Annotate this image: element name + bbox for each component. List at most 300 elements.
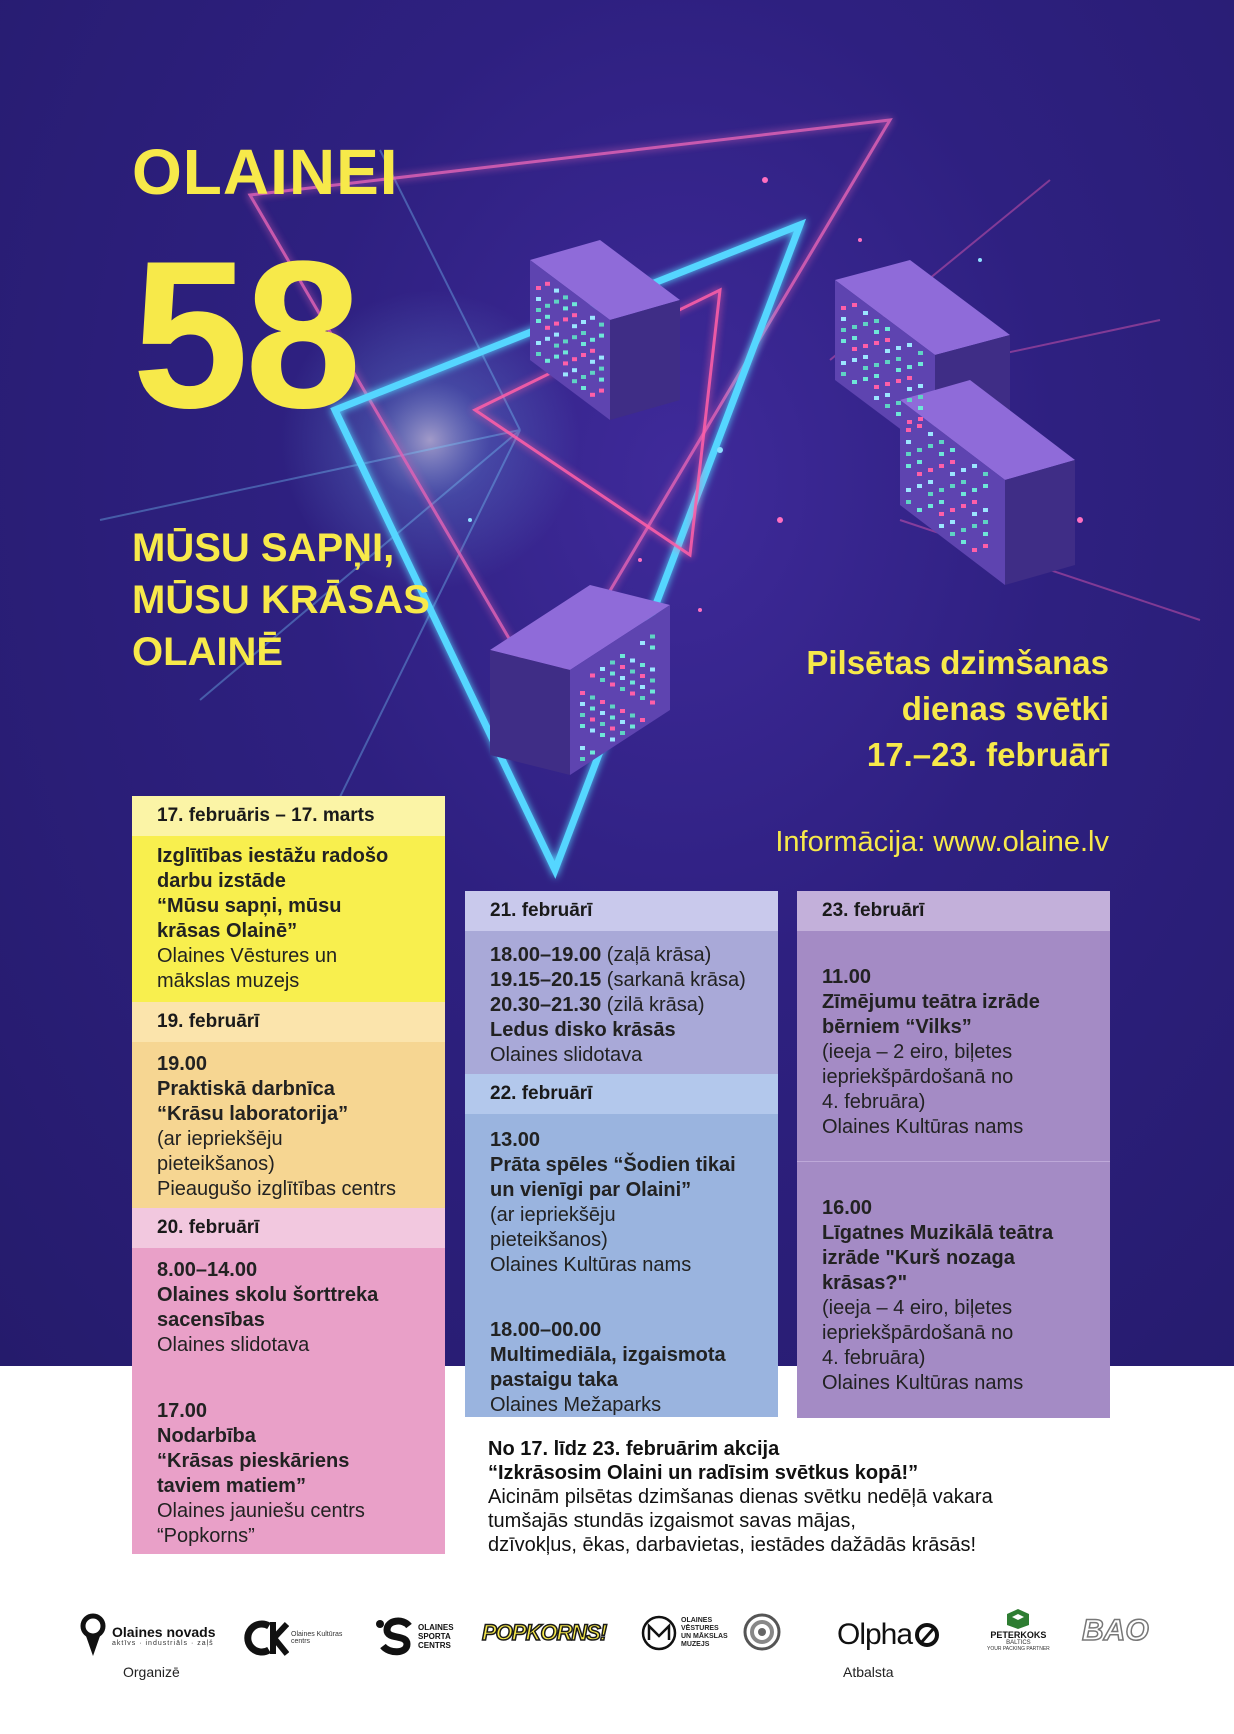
window-light [950, 448, 955, 452]
window-light [610, 738, 615, 742]
window-light [620, 731, 625, 735]
schedule-column-1 [132, 796, 445, 1554]
event-title: Izglītības iestāžu radošo [157, 845, 389, 867]
event-title: sacensības [157, 1309, 265, 1331]
window-light [590, 718, 595, 722]
logo-line: VĒSTURES [681, 1625, 719, 1632]
logo-popkorns [482, 1620, 606, 1646]
event-card [465, 1114, 778, 1417]
event-title: Zīmējumu teātra izrāde [822, 991, 1040, 1013]
window-light [961, 480, 966, 484]
window-light [896, 357, 901, 361]
window-light [590, 674, 595, 678]
window-light [554, 333, 559, 337]
window-light [620, 676, 625, 680]
window-light [983, 544, 988, 548]
window-light [640, 718, 645, 722]
time-slot [490, 968, 753, 993]
window-light [841, 372, 846, 376]
event-title: taviem matiem” [157, 1475, 306, 1497]
window-light [630, 692, 635, 696]
window-light [580, 691, 585, 695]
window-light [907, 387, 912, 391]
window-light [950, 472, 955, 476]
event-time: 20.30–21.30 [490, 994, 602, 1016]
event-note: pieteikšanos) [157, 1153, 275, 1175]
logo-line: MUZEJS [681, 1641, 710, 1648]
window-light [600, 722, 605, 726]
window-light [917, 472, 922, 476]
logo-line: OLAINES [681, 1617, 713, 1624]
window-light [874, 396, 879, 400]
window-light [896, 401, 901, 405]
window-light [590, 316, 595, 320]
logo-olpha [837, 1618, 940, 1652]
logo-text: Olaines novads [112, 1623, 216, 1640]
logo-olaines-novads [78, 1612, 215, 1658]
event-title: krāsas?" [822, 1272, 908, 1294]
logo-tagline: aktīvs · industriāls · zaļš [112, 1639, 214, 1647]
action-title: No 17. līdz 23. februārim akcija [488, 1438, 780, 1460]
event-note: 4. februāra) [822, 1091, 926, 1113]
window-light [983, 472, 988, 476]
logo-peterkoks [987, 1608, 1050, 1652]
event-title: bērniem “Vilks” [822, 1016, 972, 1038]
window-light [650, 679, 655, 683]
window-light [590, 360, 595, 364]
window-light [599, 367, 604, 371]
window-light [563, 350, 568, 354]
supporter-label: Atbalsta [843, 1664, 894, 1680]
slogan-line: MŪSU SAPŅI, [132, 526, 395, 570]
window-light [630, 670, 635, 674]
logo-tagline: Olaines Kultūras centrs [291, 1631, 343, 1645]
event-title: Ledus disko krāsās [490, 1019, 676, 1041]
window-light [885, 360, 890, 364]
window-light [545, 304, 550, 308]
window-light [983, 508, 988, 512]
window-light [918, 406, 923, 410]
box-mark-icon [1006, 1608, 1030, 1630]
window-light [580, 713, 585, 717]
window-light [572, 379, 577, 383]
title-olainei: OLAINEI [132, 136, 399, 208]
window-light [590, 338, 595, 342]
window-light [972, 512, 977, 516]
window-light [545, 359, 550, 363]
window-light [580, 724, 585, 728]
logo-sporta-centrs [375, 1616, 454, 1656]
window-light [983, 520, 988, 524]
window-light [610, 705, 615, 709]
window-light [590, 707, 595, 711]
window-light [650, 668, 655, 672]
window-light [863, 344, 868, 348]
window-light [918, 417, 923, 421]
window-light [563, 339, 568, 343]
window-light [554, 355, 559, 359]
logo-text [418, 1623, 454, 1650]
event-title: izrāde "Kurš nozaga [822, 1247, 1015, 1269]
window-light [572, 302, 577, 306]
event-time: 11.00 [822, 966, 871, 988]
event-note: iepriekšpārdošanā no [822, 1066, 1014, 1088]
date-header: 20. februārī [132, 1208, 445, 1248]
date-header: 17. februāris – 17. marts [132, 796, 445, 836]
window-light [630, 659, 635, 663]
round-emblem-icon [742, 1612, 782, 1652]
event-place: Olaines slidotava [490, 1044, 643, 1066]
window-light [939, 512, 944, 516]
logo-text [681, 1617, 728, 1649]
logo-line: OLAINES [418, 1622, 454, 1632]
event-time: 19.15–20.15 [490, 969, 602, 991]
window-light [939, 440, 944, 444]
event-title: “Krāsu laboratorija” [157, 1103, 349, 1125]
time-slot [490, 993, 753, 1018]
event-time: 17.00 [157, 1400, 208, 1422]
action-title: “Izkrāsosim Olaini un radīsim svētkus kopā!” [488, 1462, 919, 1484]
window-light [620, 654, 625, 658]
logo-strip [0, 1600, 1234, 1710]
window-light [536, 341, 541, 345]
window-light [928, 504, 933, 508]
event-title: pastaigu taka [490, 1369, 618, 1391]
window-light [907, 420, 912, 424]
window-light [841, 317, 846, 321]
window-light [917, 424, 922, 428]
window-light [874, 374, 879, 378]
logo-olaines-kulturas-centrs [243, 1618, 347, 1658]
window-light [972, 524, 977, 528]
action-text: dzīvokļus, ēkas, darbavietas, iestādes dažādās krāsās! [488, 1534, 977, 1556]
window-light [906, 428, 911, 432]
window-light [863, 377, 868, 381]
event-time: 18.00–19.00 [490, 944, 602, 966]
window-light [907, 376, 912, 380]
window-light [554, 344, 559, 348]
window-light [590, 751, 595, 755]
window-light [610, 672, 615, 676]
window-light [906, 440, 911, 444]
window-light [961, 468, 966, 472]
window-light [536, 352, 541, 356]
logo-text: POPKORNS! [482, 1620, 607, 1645]
window-light [580, 757, 585, 761]
window-light [554, 322, 559, 326]
window-light [917, 508, 922, 512]
logo-line: CENTRS [418, 1640, 451, 1650]
event-card [797, 1162, 1110, 1418]
window-light [650, 646, 655, 650]
window-light [950, 484, 955, 488]
window-light [939, 464, 944, 468]
festival-title [806, 640, 1109, 778]
window-light [620, 709, 625, 713]
event-place: Olaines slidotava [157, 1334, 310, 1356]
logo-text: BAO [1082, 1614, 1149, 1647]
window-light [580, 746, 585, 750]
window-light [599, 378, 604, 382]
window-light [907, 398, 912, 402]
event-title: “Krāsas pieskāriens [157, 1450, 350, 1472]
event-title: Multimediāla, izgaismota [490, 1344, 726, 1366]
event-time: 19.00 [157, 1053, 208, 1075]
window-light [918, 395, 923, 399]
window-light [885, 349, 890, 353]
window-light [563, 317, 568, 321]
time-slot [490, 943, 753, 968]
window-light [928, 468, 933, 472]
window-light [885, 338, 890, 342]
window-light [841, 339, 846, 343]
date-header: 21. februārī [465, 891, 778, 931]
event-place: Olaines Mežaparks [490, 1394, 662, 1416]
window-light [939, 452, 944, 456]
event-time: 8.00–14.00 [157, 1259, 258, 1281]
window-light [545, 315, 550, 319]
window-light [610, 683, 615, 687]
window-light [620, 665, 625, 669]
window-light [600, 678, 605, 682]
window-light [640, 685, 645, 689]
event-title: un vienīgi par Olaini” [490, 1179, 692, 1201]
window-light [554, 300, 559, 304]
window-light [610, 661, 615, 665]
window-light [961, 504, 966, 508]
olpha-mark-icon [914, 1622, 940, 1648]
schedule-column-3 [797, 891, 1110, 1418]
festival-line: dienas svētki [901, 690, 1109, 727]
window-light [896, 412, 901, 416]
window-light [863, 355, 868, 359]
window-light [918, 351, 923, 355]
event-place: Olaines jauniešu centrs [157, 1500, 365, 1522]
slogan-line: OLAINĒ [132, 630, 284, 674]
event-note: (ar iepriekšēju [157, 1128, 283, 1150]
window-light [630, 681, 635, 685]
window-light [939, 524, 944, 528]
logo-tagline: YOUR PACKING PARTNER [987, 1646, 1050, 1652]
window-light [917, 460, 922, 464]
window-light [863, 366, 868, 370]
window-light [630, 714, 635, 718]
logo-line: UN MĀKSLAS [681, 1633, 728, 1640]
window-light [610, 727, 615, 731]
window-light [906, 464, 911, 468]
window-light [581, 320, 586, 324]
window-light [581, 375, 586, 379]
window-light [961, 492, 966, 496]
action-announcement [488, 1437, 1128, 1557]
event-title: krāsas Olainē” [157, 920, 298, 942]
window-light [874, 385, 879, 389]
window-light [885, 393, 890, 397]
organizer-label: Organizē [123, 1664, 180, 1680]
window-light [640, 674, 645, 678]
window-light [620, 687, 625, 691]
window-light [841, 361, 846, 365]
window-light [885, 382, 890, 386]
window-light [928, 492, 933, 496]
window-light [896, 346, 901, 350]
logo-text: PETERKOKS [990, 1630, 1047, 1640]
window-light [590, 349, 595, 353]
event-card [797, 931, 1110, 1162]
window-light [536, 286, 541, 290]
window-light [906, 452, 911, 456]
event-title: Olaines skolu šorttreka [157, 1284, 379, 1306]
event-title: darbu izstāde [157, 870, 286, 892]
window-light [650, 635, 655, 639]
window-light [640, 696, 645, 700]
window-light [906, 488, 911, 492]
building-3 [900, 380, 1075, 585]
window-light [599, 323, 604, 327]
window-light [885, 327, 890, 331]
window-light [852, 336, 857, 340]
window-light [581, 386, 586, 390]
window-light [590, 729, 595, 733]
event-time: 18.00–00.00 [490, 1319, 602, 1341]
event-time: 16.00 [822, 1197, 873, 1219]
window-light [972, 548, 977, 552]
window-light [896, 379, 901, 383]
logo-round-emblem [742, 1612, 782, 1652]
window-light [950, 532, 955, 536]
window-light [590, 371, 595, 375]
window-light [852, 303, 857, 307]
event-note: pieteikšanos) [490, 1229, 608, 1251]
window-light [983, 532, 988, 536]
schedule-column-2 [465, 891, 778, 1417]
s-mark-icon [375, 1616, 415, 1656]
window-light [640, 663, 645, 667]
event-title: Līgatnes Muzikālā teātra [822, 1222, 1054, 1244]
window-light [852, 347, 857, 351]
window-light [600, 733, 605, 737]
logo-tagline: BALTICS [1006, 1640, 1031, 1646]
slogan [132, 522, 532, 678]
event-note: (ar iepriekšēju [490, 1204, 616, 1226]
window-light [928, 480, 933, 484]
window-light [650, 701, 655, 705]
event-card [132, 836, 445, 1002]
event-place: Olaines Kultūras nams [822, 1116, 1024, 1138]
event-title: Prāta spēles “Šodien tikai [490, 1154, 736, 1176]
window-light [572, 368, 577, 372]
window-light [620, 720, 625, 724]
window-light [600, 667, 605, 671]
event-card [132, 1042, 445, 1208]
m-mark-icon [640, 1614, 678, 1652]
window-light [650, 690, 655, 694]
window-light [950, 508, 955, 512]
window-light [545, 337, 550, 341]
window-light [545, 326, 550, 330]
window-light [572, 324, 577, 328]
window-light [852, 325, 857, 329]
event-note: (ieeja – 2 eiro, biļetes [822, 1041, 1013, 1063]
window-light [950, 520, 955, 524]
window-light [907, 343, 912, 347]
window-light [874, 319, 879, 323]
window-light [563, 295, 568, 299]
window-light [536, 297, 541, 301]
window-light [610, 716, 615, 720]
event-place: Olaines Kultūras nams [490, 1254, 692, 1276]
window-light [599, 356, 604, 360]
window-light [928, 432, 933, 436]
date-header: 23. februārī [797, 891, 1110, 931]
window-light [841, 306, 846, 310]
logo-bao [1082, 1614, 1149, 1648]
window-light [563, 306, 568, 310]
window-light [580, 702, 585, 706]
event-time: 13.00 [490, 1129, 541, 1151]
window-light [906, 500, 911, 504]
festival-line: Pilsētas dzimšanas [806, 644, 1109, 681]
window-light [939, 488, 944, 492]
window-light [563, 361, 568, 365]
window-light [599, 334, 604, 338]
event-note: (ieeja – 4 eiro, biļetes [822, 1297, 1013, 1319]
slot-color: (zilā krāsa) [606, 994, 705, 1016]
window-light [563, 372, 568, 376]
festival-line: 17.–23. februārī [866, 736, 1109, 773]
slot-color: (zaļā krāsa) [606, 944, 712, 966]
event-card [132, 1248, 445, 1554]
event-place: “Popkorns” [157, 1525, 255, 1547]
location-pin-icon [78, 1612, 108, 1658]
window-light [907, 365, 912, 369]
window-light [863, 311, 868, 315]
window-light [572, 357, 577, 361]
window-light [896, 368, 901, 372]
window-light [600, 700, 605, 704]
window-light [917, 448, 922, 452]
window-light [961, 528, 966, 532]
window-light [972, 500, 977, 504]
ok-mark-icon [243, 1618, 289, 1658]
window-light [536, 308, 541, 312]
window-light [917, 484, 922, 488]
info-link[interactable]: Informācija: www.olaine.lv [775, 826, 1109, 858]
event-title: Praktiskā darbnīca [157, 1078, 335, 1100]
action-text: Aicinām pilsētas dzimšanas dienas svētku nedēļā vakara [488, 1486, 993, 1508]
window-light [581, 342, 586, 346]
window-light [874, 341, 879, 345]
window-light [972, 488, 977, 492]
action-text: tumšajās stundās izgaismot savas mājas, [488, 1510, 856, 1532]
logo-text: Olpha [837, 1618, 913, 1651]
window-light [972, 464, 977, 468]
window-light [536, 319, 541, 323]
window-light [581, 353, 586, 357]
logo-muzejs [640, 1614, 728, 1652]
window-light [961, 540, 966, 544]
window-light [852, 380, 857, 384]
window-light [545, 282, 550, 286]
event-card [465, 931, 778, 1074]
window-light [599, 389, 604, 393]
event-place: Olaines Vēstures un [157, 945, 338, 967]
event-place: mākslas muzejs [157, 970, 300, 992]
window-light [554, 289, 559, 293]
logo-line: SPORTA [418, 1631, 451, 1641]
event-place: Olaines Kultūras nams [822, 1372, 1024, 1394]
window-light [630, 725, 635, 729]
